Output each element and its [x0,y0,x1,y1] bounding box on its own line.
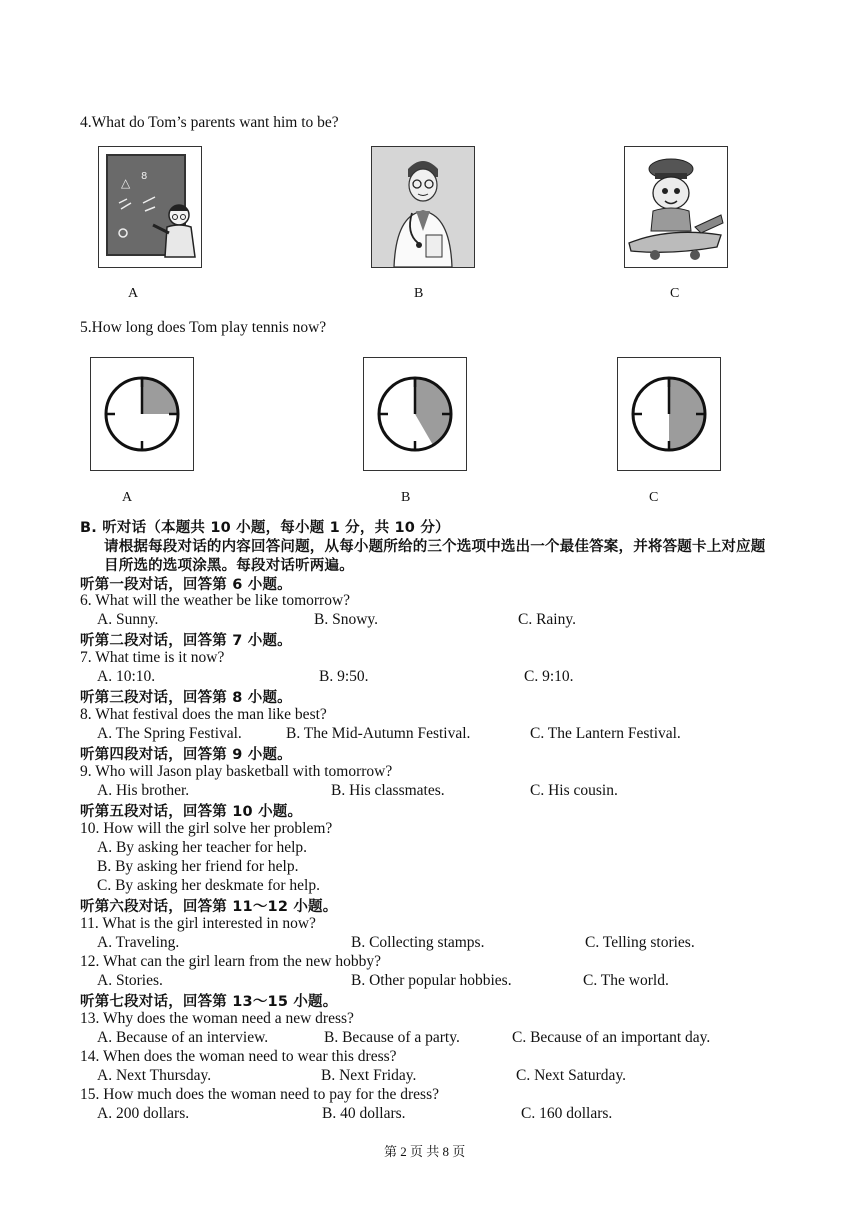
q5-option-b-image [363,357,467,471]
q12-option-a[interactable]: A. Stories. [97,972,163,989]
section-b-instruction-line2: 目所选的选项涂黑。每段对话听两遍。 [104,558,354,574]
q6-option-a[interactable]: A. Sunny. [97,611,159,628]
question-4: 4.What do Tom’s parents want him to be? [80,114,339,131]
page-number-footer: 第 2 页 共 8 页 [384,1144,466,1159]
q5-option-a-image [90,357,194,471]
svg-text:8: 8 [141,171,148,182]
question-13: 13. Why does the woman need a new dress? [80,1010,354,1027]
teacher-at-blackboard-icon [99,147,201,267]
q15-option-a[interactable]: A. 200 dollars. [97,1105,190,1122]
clock-half-hour-icon [618,358,720,470]
q15-option-b[interactable]: B. 40 dollars. [322,1105,406,1122]
q11-option-a[interactable]: A. Traveling. [97,934,180,951]
question-15: 15. How much does the woman need to pay for the dress? [80,1086,439,1103]
q10-option-b[interactable]: B. By asking her friend for help. [97,858,299,875]
q13-option-c[interactable]: C. Because of an important day. [512,1029,711,1046]
q14-option-a[interactable]: A. Next Thursday. [97,1067,212,1084]
question-14: 14. When does the woman need to wear this dress? [80,1048,397,1065]
q8-option-b[interactable]: B. The Mid-Autumn Festival. [286,725,471,742]
q8-option-c[interactable]: C. The Lantern Festival. [530,725,681,742]
q12-option-b[interactable]: B. Other popular hobbies. [351,972,512,989]
q15-option-c[interactable]: C. 160 dollars. [521,1105,613,1122]
question-8: 8. What festival does the man like best? [80,706,327,723]
dialog-5-heading: 听第五段对话，回答第 10 小题。 [80,804,303,820]
q7-option-a[interactable]: A. 10:10. [97,668,156,685]
dialog-2-heading: 听第二段对话，回答第 7 小题。 [80,633,292,649]
q11-option-b[interactable]: B. Collecting stamps. [351,934,485,951]
question-11: 11. What is the girl interested in now? [80,915,316,932]
section-b-instruction-line1: 请根据每段对话的内容回答问题，从每小题所给的三个选项中选出一个最佳答案，并将答题卡上对应题 [104,539,766,555]
q7-option-c[interactable]: C. 9:10. [524,668,574,685]
question-5: 5.How long does Tom play tennis now? [80,319,327,336]
dialog-7-heading: 听第七段对话，回答第 13～15 小题。 [80,994,338,1010]
q9-option-c[interactable]: C. His cousin. [530,782,618,799]
question-9: 9. Who will Jason play basketball with tomorrow? [80,763,393,780]
clock-quarter-hour-icon [91,358,193,470]
q10-option-c[interactable]: C. By asking her deskmate for help. [97,877,320,894]
q9-option-a[interactable]: A. His brother. [97,782,190,799]
q14-option-b[interactable]: B. Next Friday. [321,1067,417,1084]
q6-option-b[interactable]: B. Snowy. [314,611,379,628]
svg-text:△: △ [121,176,131,190]
q9-option-b[interactable]: B. His classmates. [331,782,445,799]
q4-option-b-label: B [414,286,424,301]
q4-option-a-image [98,146,202,268]
pilot-icon [625,147,727,267]
question-6: 6. What will the weather be like tomorrow? [80,592,351,609]
question-12: 12. What can the girl learn from the new hobby? [80,953,382,970]
dialog-4-heading: 听第四段对话，回答第 9 小题。 [80,747,292,763]
q6-option-c[interactable]: C. Rainy. [518,611,576,628]
q11-option-c[interactable]: C. Telling stories. [585,934,695,951]
q4-option-b-image [371,146,475,268]
clock-twenty-five-minutes-icon [364,358,466,470]
question-7: 7. What time is it now? [80,649,225,666]
q4-option-c-label: C [670,286,680,301]
q5-option-c-image [617,357,721,471]
section-b-heading: B. 听对话（本题共 10 小题，每小题 1 分，共 10 分） [80,520,450,536]
q5-option-a-label: A [122,490,133,505]
doctor-icon [372,147,474,267]
q13-option-b[interactable]: B. Because of a party. [324,1029,460,1046]
q14-option-c[interactable]: C. Next Saturday. [516,1067,627,1084]
q7-option-b[interactable]: B. 9:50. [319,668,369,685]
q4-option-a-label: A [128,286,139,301]
question-10: 10. How will the girl solve her problem? [80,820,333,837]
dialog-3-heading: 听第三段对话，回答第 8 小题。 [80,690,292,706]
dialog-6-heading: 听第六段对话，回答第 11～12 小题。 [80,899,338,915]
q5-option-c-label: C [649,490,659,505]
dialog-1-heading: 听第一段对话，回答第 6 小题。 [80,577,292,593]
q10-option-a[interactable]: A. By asking her teacher for help. [97,839,308,856]
q4-option-c-image [624,146,728,268]
q5-option-b-label: B [401,490,411,505]
q8-option-a[interactable]: A. The Spring Festival. [97,725,242,742]
q13-option-a[interactable]: A. Because of an interview. [97,1029,269,1046]
q12-option-c[interactable]: C. The world. [583,972,669,989]
